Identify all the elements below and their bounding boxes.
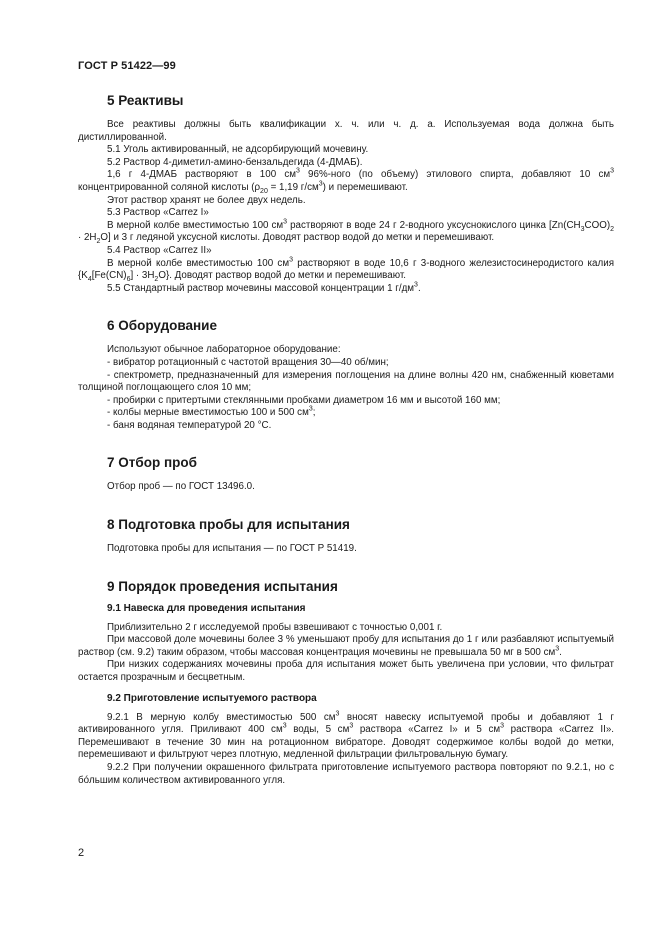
s5-dmab-preparation: 1,6 г 4-ДМАБ растворяют в 100 $см^3$ 96%-ного (по объему) этилового спирта, добавляют 10 $см^3$ концентрированной соляной кислоты ($\rho_{20} = 1,19$ $г/см^3$) и перемешивают. [78,168,614,195]
s8-text: Подготовка пробы для испытания — по ГОСТ Р 51419. [107,543,357,555]
section-6-title: 6 Оборудование [107,318,217,334]
s6-intro: Используют обычное лабораторное оборудование: [107,344,341,356]
s5-item-5-5: 5.5 Стандартный раствор мочевины массовой концентрации 1 $г/дм^3$. [107,281,421,294]
document-code: ГОСТ Р 51422—99 [78,60,176,72]
section-5-title: 5 Реактивы [107,93,184,108]
s7-text: Отбор проб — по ГОСТ 13496.0. [107,481,255,493]
section-9-title: 9 Порядок проведения испытания [107,578,338,594]
section-7-title: 7 Отбор проб [107,455,197,471]
s5-carrez-2-preparation: В мерной колбе вместимостью 100 $см^3$ растворяют в воде 10,6 г 3-водного железистосинеродистого калия $\{K_4[Fe(CN)_6] \cdot 3H_2O\}$. Доводят раствор водой до метки и перемешивают. [78,256,615,284]
s6-vibrator: - вибратор ротационный с частотой вращения 30—40 об/мин; [107,356,389,368]
s6-flasks: - колбы мерные вместимостью 100 и 500 $см^3$; [107,406,316,419]
s5-item-5-2: 5.2 Раствор 4-диметил-амино-бензальдегида (4-ДМАБ). [107,156,363,168]
s5-item-5-1: 5.1 Уголь активированный, не адсорбирующий мочевину. [107,144,369,156]
page-number: 2 [78,847,85,859]
s6-test-tubes: - пробирки с притертыми стеклянными пробками диаметром 16 мм и высотой 160 мм; [107,394,501,406]
s6-water-bath: - баня водяная температурой 20 °С. [107,419,272,431]
s5-item-5-3: 5.3 Раствор «Carrez I» [107,207,209,219]
section-8-title: 8 Подготовка пробы для испытания [107,517,350,533]
s9-1-weighing: Приблизительно 2 г исследуемой пробы взвешивают с точностью 0,001 г. [107,621,443,633]
s9-2-1-procedure: 9.2.1 В мерную колбу вместимостью 500 $см^3$ вносят навеску испытуемой пробы и добавляют 1 г активированного угля. Приливают 400 $см^3$ воды, 5 $см^3$ раствора «Carrez I» и 5 $см^3$ раствора «Carrez II». Перемешивают в течение 30 мин на ротационном вибраторе. Доводят содержимое колбы водой до метки, перемешивают и фильтруют через плотную, медленной фильтрации фильтровальную бумагу. [78,710,615,761]
s5-storage-note: Этот раствор хранят не более двух недель. [107,194,306,206]
s6-spectrometer: - спектрометр, предназначенный для измерения поглощения на длине волны 420 нм, снабженный кюветами толщиной поглощающего слоя 10 мм; [78,369,614,394]
document-body [78,92,614,787]
s9-1-low-content: При низких содержаниях мочевины проба для испытания может быть увеличена при условии, что фильтрат остается прозрачным и бесцветным. [78,659,614,684]
s9-1-dilution: При массовой доле мочевины более 3 % уменьшают пробу для испытания до 1 г или разбавляют испытуемый раствор (см. 9.2) таким образом, чтобы массовая концентрация мочевины не превышала 50 мг в 500 $см^3$. [78,634,614,658]
s5-intro: Все реактивы должны быть квалификации х. ч. или ч. д. а. Используемая вода должна быть дистиллированной. [78,119,614,143]
s5-carrez-1-preparation: В мерной колбе вместимостью 100 $см^3$ растворяют в воде 24 г 2-водного уксуснокислого цинка $[Zn(CH_3COO)_2 \cdot 2H_2O]$ и 3 г ледяной уксусной кислоты. Доводят раствор водой до метки и перемешивают. [78,218,614,246]
s5-item-5-4: 5.4 Раствор «Carrez II» [107,244,212,256]
subsection-9-2-title: 9.2 Приготовление испытуемого раствора [107,692,317,704]
s9-2-2-procedure: 9.2.2 При получении окрашенного фильтрата приготовление испытуемого раствора повторяют по 9.2.1, но с бóльшим количеством активированного угля. [78,762,614,786]
subsection-9-1-title: 9.1 Навеска для проведения испытания [107,602,306,614]
